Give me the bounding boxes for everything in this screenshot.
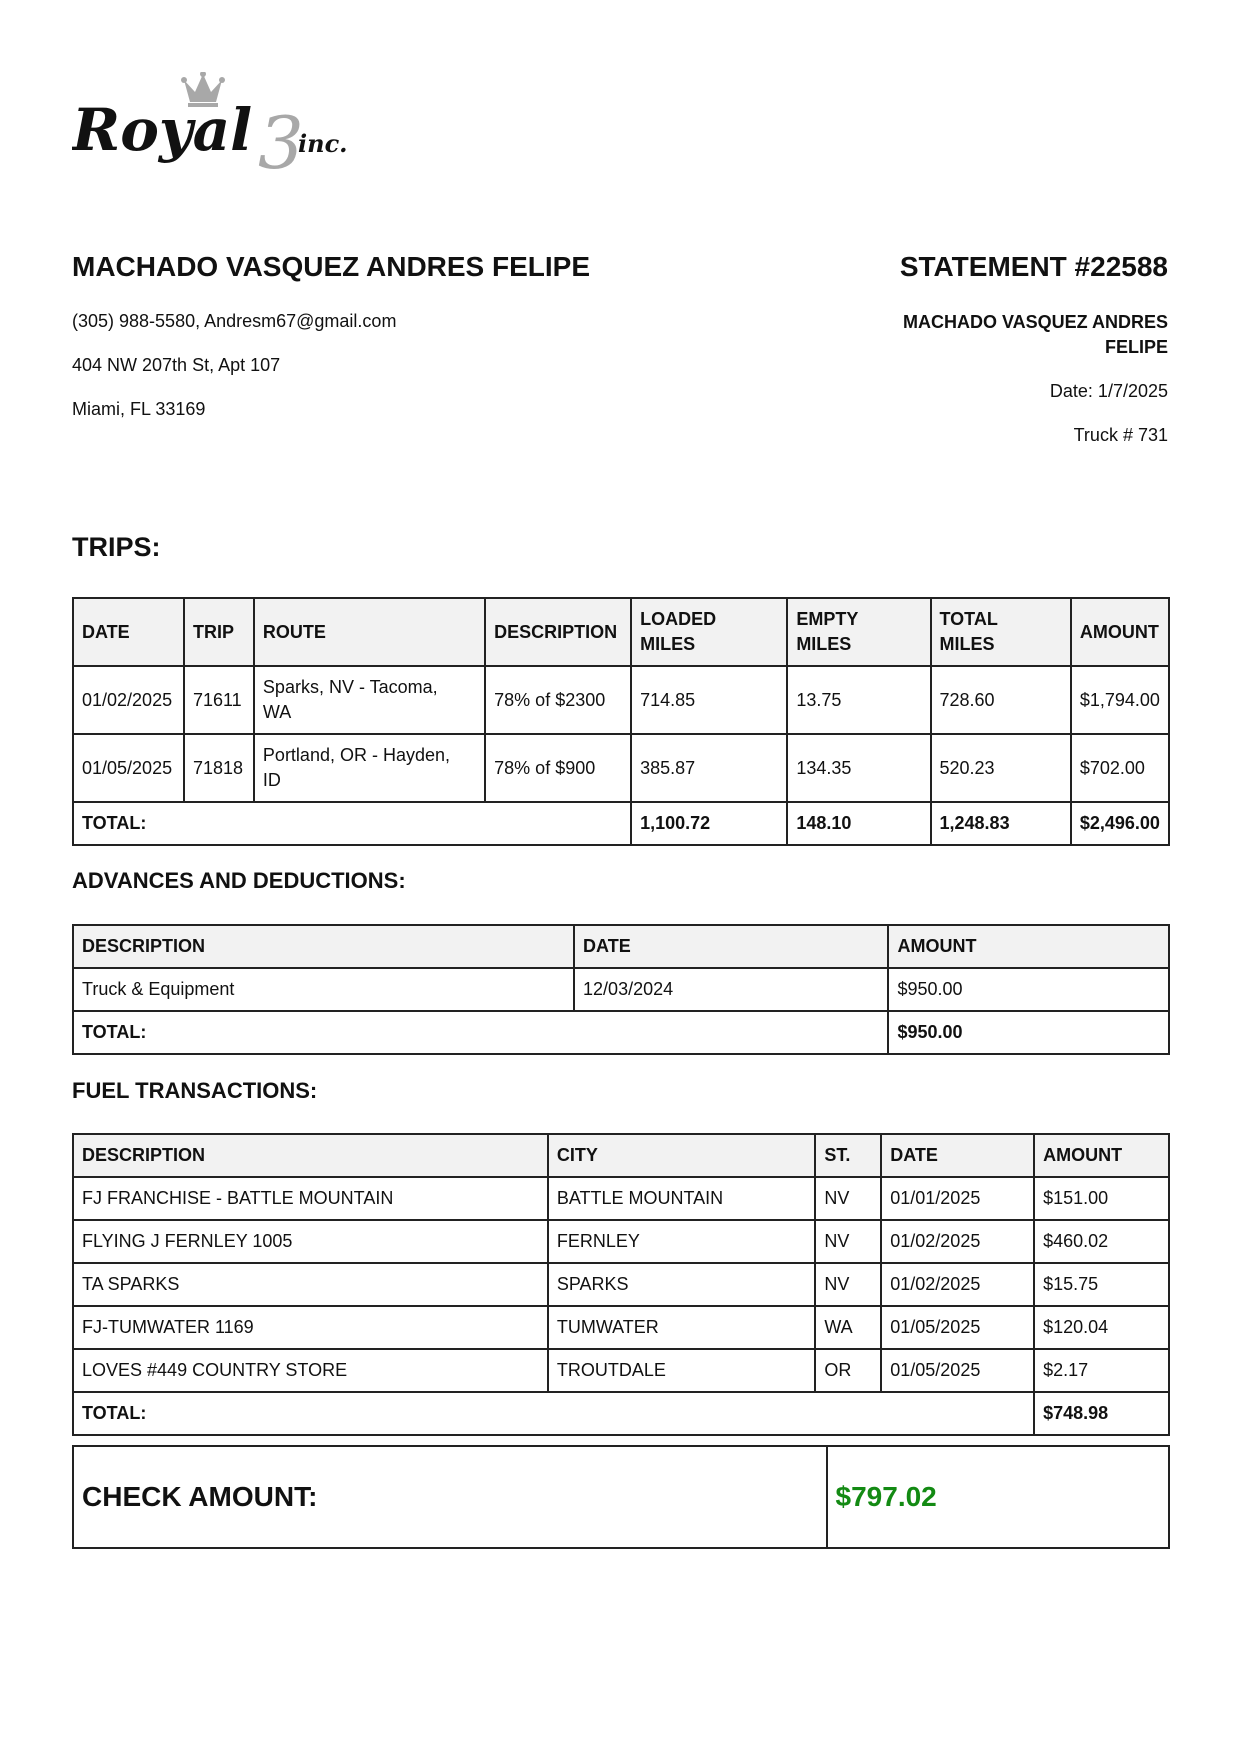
header-loaded-miles: LOADED MILES (631, 598, 787, 666)
header-city: CITY (548, 1134, 816, 1177)
table-total-row (73, 802, 1169, 845)
fuel-date: 01/05/2025 (881, 1306, 1034, 1349)
driver-info (72, 250, 672, 442)
fuel-date: 01/05/2025 (881, 1349, 1034, 1392)
fuel-state: WA (815, 1306, 881, 1349)
fuel-description: LOVES #449 COUNTRY STORE (73, 1349, 548, 1392)
trip-number: 71818 (184, 734, 254, 802)
header-amount: AMOUNT (888, 925, 1169, 968)
trip-empty-miles: 13.75 (787, 666, 930, 734)
logo-suffix: inc. (298, 129, 348, 158)
statement-driver-name (748, 310, 1168, 360)
header-date: DATE (73, 598, 184, 666)
total-amount: $950.00 (888, 1011, 1169, 1054)
trip-date: 01/02/2025 (73, 666, 184, 734)
company-logo (72, 72, 382, 192)
statement-title: STATEMENT #22588 (899, 251, 1168, 282)
advances-table (72, 924, 1170, 1055)
table-row (73, 1306, 1169, 1349)
header-trip: TRIP (184, 598, 254, 666)
header-amount: AMOUNT (1071, 598, 1169, 666)
truck-number: Truck # 731 (1073, 425, 1168, 445)
fuel-state: OR (815, 1349, 881, 1392)
statement-date: Date: 1/7/2025 (1049, 381, 1168, 401)
trips-table (72, 597, 1170, 846)
fuel-description: TA SPARKS (73, 1263, 548, 1306)
trip-loaded-miles: 714.85 (631, 666, 787, 734)
fuel-description: FLYING J FERNLEY 1005 (73, 1220, 548, 1263)
header-state: ST. (815, 1134, 881, 1177)
total-amount: $2,496.00 (1071, 802, 1169, 845)
fuel-description: FJ-TUMWATER 1169 (73, 1306, 548, 1349)
header-total-miles: TOTAL MILES (931, 598, 1071, 666)
total-empty-miles: 148.10 (787, 802, 930, 845)
table-row (73, 1349, 1169, 1392)
fuel-state: NV (815, 1177, 881, 1220)
driver-address-line1: 404 NW 207th St, Apt 107 (72, 355, 281, 375)
table-row (73, 1220, 1169, 1263)
table-header-row (73, 925, 1169, 968)
header-amount: AMOUNT (1034, 1134, 1169, 1177)
fuel-city: TUMWATER (548, 1306, 816, 1349)
total-loaded-miles: 1,100.72 (631, 802, 787, 845)
trips-title: TRIPS: (72, 532, 161, 562)
advance-date: 12/03/2024 (574, 968, 888, 1011)
check-amount-box (72, 1445, 1170, 1549)
fuel-state: NV (815, 1263, 881, 1306)
trip-amount: $1,794.00 (1071, 666, 1169, 734)
fuel-city: SPARKS (548, 1263, 816, 1306)
check-amount-row (73, 1446, 1169, 1548)
table-row (73, 968, 1169, 1011)
trip-number: 71611 (184, 666, 254, 734)
advance-description: Truck & Equipment (73, 968, 574, 1011)
table-row (73, 666, 1169, 734)
fuel-city: FERNLEY (548, 1220, 816, 1263)
table-row (73, 1177, 1169, 1220)
header-date: DATE (881, 1134, 1034, 1177)
logo-numeral: 3 (258, 101, 304, 185)
trip-total-miles: 728.60 (931, 666, 1071, 734)
header-description: DESCRIPTION (73, 925, 574, 968)
fuel-date: 01/01/2025 (881, 1177, 1034, 1220)
header-description: DESCRIPTION (485, 598, 631, 666)
header-empty-miles: EMPTY MILES (787, 598, 930, 666)
table-header-row (73, 598, 1169, 666)
trip-amount: $702.00 (1071, 734, 1169, 802)
header-date: DATE (574, 925, 888, 968)
statement-name-line2: FELIPE (1104, 337, 1168, 357)
driver-name: MACHADO VASQUEZ ANDRES FELIPE (72, 251, 591, 282)
fuel-amount: $120.04 (1034, 1306, 1169, 1349)
trip-empty-miles: 134.35 (787, 734, 930, 802)
fuel-city: TROUTDALE (548, 1349, 816, 1392)
header-route: ROUTE (254, 598, 485, 666)
total-label: TOTAL: (73, 1392, 1034, 1435)
table-total-row (73, 1011, 1169, 1054)
trip-date: 01/05/2025 (73, 734, 184, 802)
trip-route: Portland, OR - Hayden, ID (254, 734, 485, 802)
check-amount-label: CHECK AMOUNT: (73, 1446, 827, 1548)
fuel-amount: $460.02 (1034, 1220, 1169, 1263)
header-description: DESCRIPTION (73, 1134, 548, 1177)
fuel-title: FUEL TRANSACTIONS: (72, 1078, 318, 1103)
trip-description: 78% of $2300 (485, 666, 631, 734)
fuel-amount: $15.75 (1034, 1263, 1169, 1306)
fuel-date: 01/02/2025 (881, 1263, 1034, 1306)
fuel-city: BATTLE MOUNTAIN (548, 1177, 816, 1220)
trip-total-miles: 520.23 (931, 734, 1071, 802)
logo-brand: Royal (72, 96, 253, 164)
total-label: TOTAL: (73, 802, 631, 845)
trip-description: 78% of $900 (485, 734, 631, 802)
table-row (73, 1263, 1169, 1306)
table-total-row (73, 1392, 1169, 1435)
total-total-miles: 1,248.83 (931, 802, 1071, 845)
driver-contact: (305) 988-5580, Andresm67@gmail.com (72, 311, 397, 331)
statement-name-line1: MACHADO VASQUEZ ANDRES (902, 312, 1168, 332)
advance-amount: $950.00 (888, 968, 1169, 1011)
table-header-row (73, 1134, 1169, 1177)
fuel-date: 01/02/2025 (881, 1220, 1034, 1263)
fuel-state: NV (815, 1220, 881, 1263)
total-label: TOTAL: (73, 1011, 888, 1054)
total-amount: $748.98 (1034, 1392, 1169, 1435)
statement-info (748, 250, 1168, 468)
fuel-description: FJ FRANCHISE - BATTLE MOUNTAIN (73, 1177, 548, 1220)
advances-title: ADVANCES AND DEDUCTIONS: (72, 868, 406, 893)
check-amount-value: $797.02 (827, 1446, 1169, 1548)
trip-route: Sparks, NV - Tacoma, WA (254, 666, 485, 734)
fuel-table (72, 1133, 1170, 1436)
driver-address-line2: Miami, FL 33169 (72, 399, 206, 419)
table-row (73, 734, 1169, 802)
fuel-amount: $151.00 (1034, 1177, 1169, 1220)
trip-loaded-miles: 385.87 (631, 734, 787, 802)
fuel-amount: $2.17 (1034, 1349, 1169, 1392)
